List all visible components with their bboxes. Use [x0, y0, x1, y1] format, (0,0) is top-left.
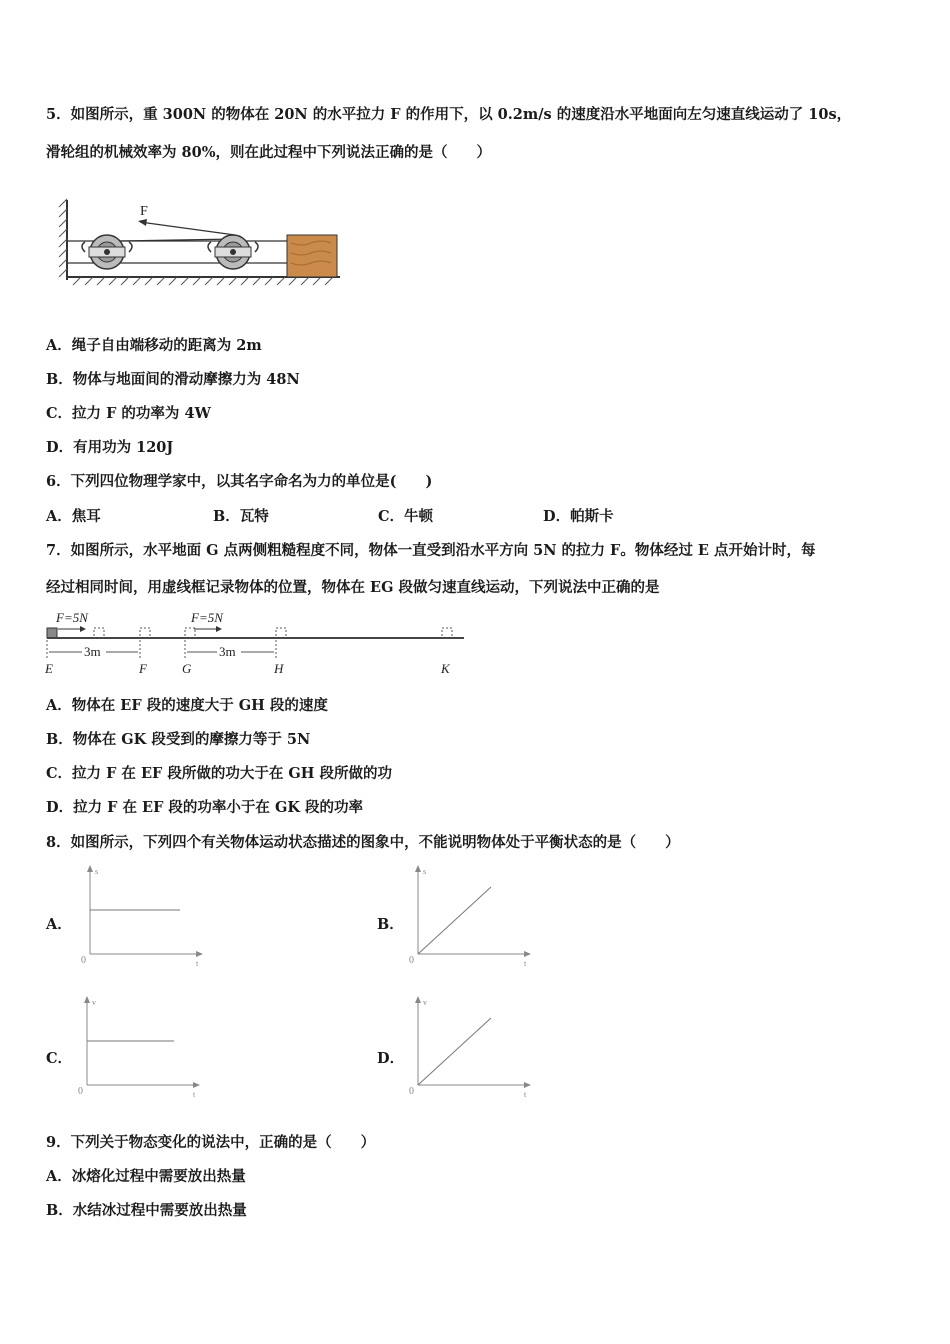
q5-pulley-figure — [55, 195, 345, 290]
q7-stem-line2: 经过相同时间，用虚线框记录物体的位置，物体在 EG 段做匀速直线运动，下列说法中正确的是 — [46, 579, 660, 596]
q9-option-b[interactable]: B．水结冰过程中需要放出热量 — [46, 1202, 247, 1219]
q7-track-figure — [44, 608, 469, 680]
q7-option-c[interactable]: C．拉力 F 在 EF 段所做的功大于在 GH 段所做的功 — [46, 765, 393, 782]
q8-graph-d-label[interactable]: D． — [377, 1050, 405, 1067]
q6-stem: 6．下列四位物理学家中，以其名字命名为力的单位是( ) — [46, 473, 433, 490]
graph-d-origin: 0 — [409, 1086, 414, 1097]
graph-d-x-label: t — [524, 1090, 527, 1098]
graph-c-y-label: v — [92, 998, 96, 1007]
point-label-g: G — [182, 661, 192, 676]
q8-graph-d — [403, 993, 538, 1098]
q9-stem: 9．下列关于物态变化的说法中，正确的是（ ） — [46, 1134, 376, 1151]
graph-a-origin: 0 — [81, 955, 86, 966]
q8-graph-a — [75, 862, 210, 967]
q8-graph-c-label[interactable]: C． — [46, 1050, 73, 1067]
q5-option-c[interactable]: C．拉力 F 的功率为 4W — [46, 405, 211, 422]
force-label-1: F=5N — [56, 610, 88, 625]
graph-b-y-label: s — [423, 867, 427, 876]
q9-option-a[interactable]: A．冰熔化过程中需要放出热量 — [46, 1168, 246, 1185]
q7-option-d[interactable]: D．拉力 F 在 EF 段的功率小于在 GK 段的功率 — [46, 799, 363, 816]
graph-b-x-label: t — [524, 959, 527, 967]
force-label: F — [140, 204, 148, 219]
graph-d-y-label: v — [423, 998, 427, 1007]
q8-stem: 8．如图所示，下列四个有关物体运动状态描述的图象中，不能说明物体处于平衡状态的是（ ） — [46, 834, 680, 851]
dist-label-2: 3m — [219, 644, 236, 659]
q7-stem-line1: 7．如图所示，水平地面 G 点两侧粗糙程度不同，物体一直受到沿水平方向 5N 的拉力 F。物体经过 E 点开始计时，每 — [46, 542, 816, 559]
force-label-2: F=5N — [191, 610, 223, 625]
q7-option-b[interactable]: B．物体在 GK 段受到的摩擦力等于 5N — [46, 731, 311, 748]
graph-b-origin: 0 — [409, 955, 414, 966]
q8-graph-b — [403, 862, 538, 967]
point-label-f: F — [139, 661, 147, 676]
q7-option-a[interactable]: A．物体在 EF 段的速度大于 GH 段的速度 — [46, 697, 328, 714]
q8-graph-a-label[interactable]: A． — [46, 916, 72, 933]
graph-c-x-label: t — [193, 1090, 196, 1098]
point-label-k: K — [441, 661, 450, 676]
dist-label-1: 3m — [84, 644, 101, 659]
q5-option-b[interactable]: B．物体与地面间的滑动摩擦力为 48N — [46, 371, 300, 388]
q5-option-a[interactable]: A．绳子自由端移动的距离为 2m — [46, 337, 262, 354]
q5-stem-line1: 5．如图所示，重 300N 的物体在 20N 的水平拉力 F 的作用下，以 0.2m/s 的速度沿水平地面向左匀速直线运动了 10s， — [46, 106, 852, 123]
point-label-h: H — [274, 661, 284, 676]
q6-option-d[interactable]: D．帕斯卡 — [543, 508, 614, 525]
q6-option-c[interactable]: C．牛顿 — [378, 508, 434, 525]
q5-option-d[interactable]: D．有用功为 120J — [46, 439, 174, 456]
graph-c-origin: 0 — [78, 1086, 83, 1097]
q6-option-b[interactable]: B．瓦特 — [213, 508, 269, 525]
graph-a-y-label: s — [95, 867, 99, 876]
graph-a-x-label: t — [196, 959, 199, 967]
q5-stem-line2: 滑轮组的机械效率为 80%，则在此过程中下列说法正确的是（ ） — [46, 144, 492, 161]
point-label-e: E — [45, 661, 53, 676]
q8-graph-b-label[interactable]: B． — [377, 916, 404, 933]
q8-graph-c — [72, 993, 207, 1098]
q6-option-a[interactable]: A．焦耳 — [46, 508, 101, 525]
